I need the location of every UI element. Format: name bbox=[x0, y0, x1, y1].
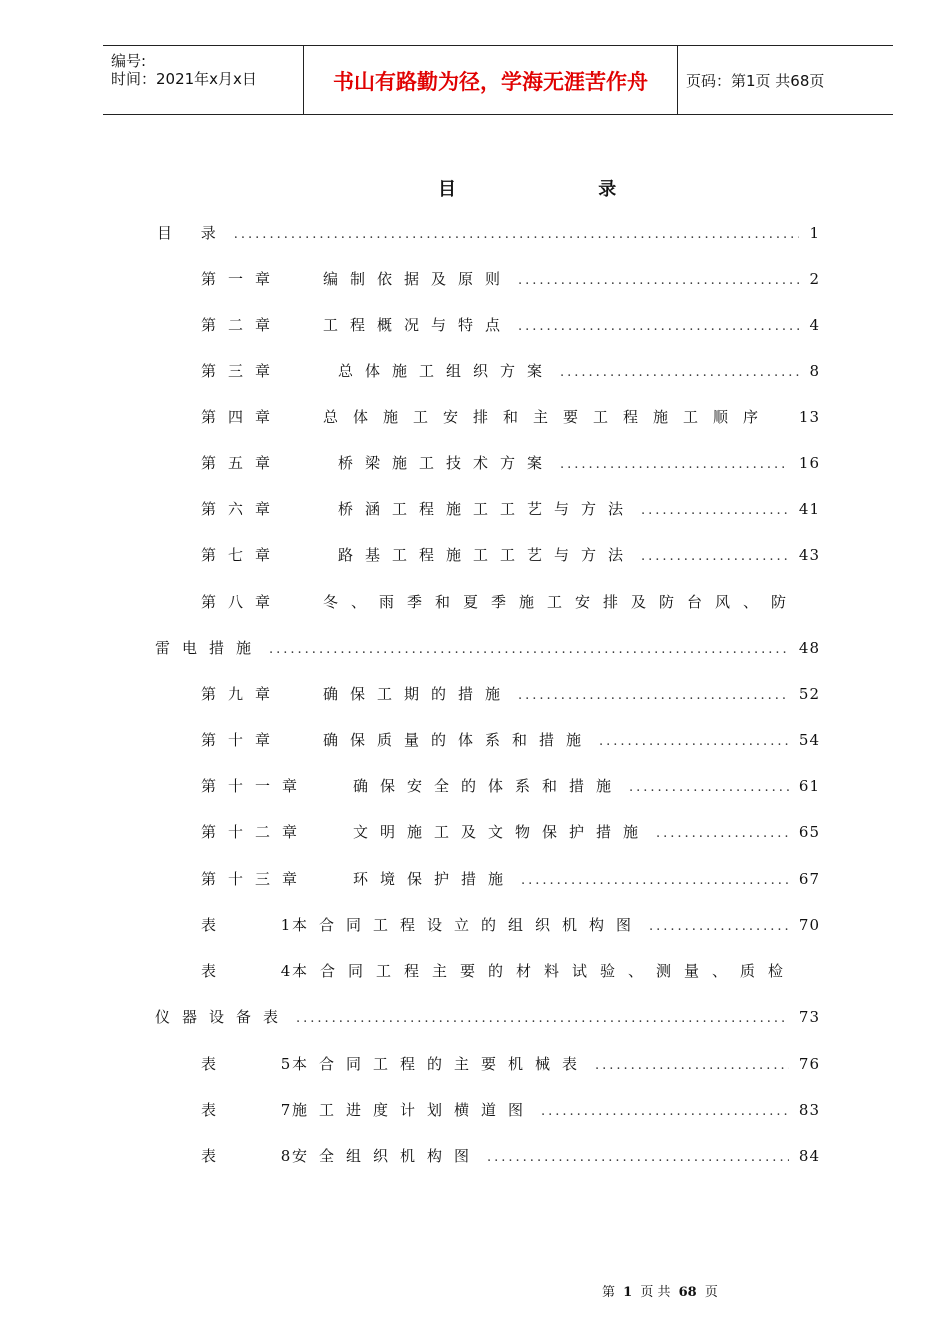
toc-leader-dots bbox=[649, 919, 789, 934]
header-motto-cell bbox=[304, 46, 678, 114]
toc-entry-page: 67 bbox=[798, 870, 820, 888]
toc-entry-title: 冬、雨季和夏季施工安排及防台风、防 bbox=[323, 593, 800, 611]
toc-leader-dots bbox=[518, 319, 799, 334]
toc-entry-chapter: 第八章 bbox=[201, 593, 283, 611]
header-page-cell bbox=[678, 46, 893, 114]
toc-entry-chapter: 表 8 bbox=[201, 1147, 321, 1165]
toc-entry[interactable] bbox=[201, 914, 820, 938]
toc-leader-dots bbox=[521, 873, 789, 888]
footer-page-total: 68 bbox=[678, 1285, 697, 1300]
toc-entry-page: 84 bbox=[798, 1147, 820, 1165]
toc-entry-title: 确保安全的体系和措施 bbox=[353, 777, 624, 795]
toc-entry-page: 4 bbox=[809, 316, 820, 334]
toc-entry-chapter: 表 7 bbox=[201, 1101, 321, 1119]
toc-entry[interactable] bbox=[201, 360, 820, 384]
toc-entry[interactable] bbox=[201, 1145, 820, 1169]
toc-leader-dots bbox=[656, 826, 789, 841]
toc-entry-title: 工程概况与特点 bbox=[323, 316, 513, 334]
toc-entry[interactable] bbox=[201, 406, 820, 430]
toc-entry-continuation[interactable] bbox=[155, 1006, 820, 1030]
toc-entry-title: 总体施工安排和主要工程施工顺序 bbox=[323, 408, 774, 426]
toc-entry-page: 76 bbox=[798, 1055, 820, 1073]
toc-entry-title: 本合同工程主要的材料试验、测量、质检 bbox=[292, 962, 797, 980]
toc-entry-chapter: 第二章 bbox=[201, 316, 283, 334]
toc-entry-page: 8 bbox=[809, 362, 820, 380]
toc-entry-title: 安全组织机构图 bbox=[292, 1147, 482, 1165]
header-motto: 书山有路勤为径，学海无涯苦作舟 bbox=[333, 70, 648, 94]
toc-entry-chapter: 第四章 bbox=[201, 408, 283, 426]
toc-entry-page: 43 bbox=[798, 546, 820, 564]
toc-leader-dots bbox=[560, 365, 799, 380]
page-header bbox=[103, 45, 893, 115]
footer-page-prefix: 第 bbox=[602, 1285, 616, 1300]
toc-entry-page: 48 bbox=[798, 639, 820, 657]
toc-entry-chapter: 第十二章 bbox=[201, 823, 310, 841]
toc-entry[interactable] bbox=[201, 544, 820, 568]
toc-entry-title: 路基工程施工工艺与方法 bbox=[338, 546, 636, 564]
toc-entry-page: 2 bbox=[809, 270, 820, 288]
document-number-label: 编号: bbox=[111, 52, 147, 70]
toc-leader-dots bbox=[487, 1150, 789, 1165]
header-page-label: 页码：第1页 共68页 bbox=[686, 72, 825, 90]
header-meta-cell bbox=[103, 46, 304, 114]
toc-entry-chapter: 第十三章 bbox=[201, 870, 310, 888]
toc-entry-chapter: 第五章 bbox=[201, 454, 283, 472]
toc-leader-dots bbox=[641, 549, 789, 564]
toc-entry-title: 桥梁施工技术方案 bbox=[338, 454, 555, 472]
toc-entry-title: 施工进度计划横道图 bbox=[292, 1101, 536, 1119]
toc-entry-title-continuation: 雷电措施 bbox=[155, 639, 264, 657]
toc-entry-chapter: 第九章 bbox=[201, 685, 283, 703]
page-footer bbox=[602, 1281, 718, 1300]
toc-leader-dots bbox=[269, 642, 789, 657]
toc-entry[interactable] bbox=[201, 729, 820, 753]
toc-entry[interactable] bbox=[201, 314, 820, 338]
toc-entry-title: 总体施工组织方案 bbox=[338, 362, 555, 380]
toc-entry-chapter: 第六章 bbox=[201, 500, 283, 518]
footer-page-number: 1 bbox=[623, 1285, 633, 1300]
document-time-label: 时间：2021年x月x日 bbox=[111, 70, 257, 88]
toc-entry-chapter: 表 1 bbox=[201, 916, 321, 934]
toc-entry-page: 65 bbox=[798, 823, 820, 841]
toc-entry[interactable] bbox=[201, 868, 820, 892]
toc-leader-dots bbox=[518, 688, 789, 703]
toc-leader-dots bbox=[234, 227, 800, 242]
toc-entry[interactable] bbox=[201, 821, 820, 845]
toc-leader-dots bbox=[629, 780, 789, 795]
footer-page-middle: 页 共 bbox=[640, 1285, 671, 1300]
toc-entry-page: 1 bbox=[809, 224, 820, 242]
toc-entry-title: 本合同工程的主要机械表 bbox=[292, 1055, 590, 1073]
toc-leader-dots bbox=[599, 734, 789, 749]
toc-leader-dots bbox=[595, 1058, 789, 1073]
toc-entry[interactable] bbox=[201, 960, 841, 984]
toc-entry[interactable] bbox=[201, 683, 820, 707]
toc-entry-page: 70 bbox=[798, 916, 820, 934]
toc-entry-title: 桥涵工程施工工艺与方法 bbox=[338, 500, 636, 518]
toc-entry-page: 52 bbox=[798, 685, 820, 703]
toc-leader-dots bbox=[296, 1011, 789, 1026]
toc-entry[interactable] bbox=[201, 591, 841, 615]
toc-entry-title: 编制依据及原则 bbox=[323, 270, 513, 288]
toc-entry-page: 73 bbox=[798, 1008, 820, 1026]
toc-leader-dots bbox=[518, 273, 799, 288]
toc-entry[interactable] bbox=[201, 775, 820, 799]
toc-entry-page: 16 bbox=[798, 454, 820, 472]
toc-entry-page: 13 bbox=[798, 408, 820, 426]
toc-entry-chapter: 第十一章 bbox=[201, 777, 310, 795]
toc-entry-title: 本合同工程设立的组织机构图 bbox=[292, 916, 644, 934]
toc-leader-dots bbox=[541, 1104, 789, 1119]
toc-entry-page: 41 bbox=[798, 500, 820, 518]
toc-entry-title: 确保工期的措施 bbox=[323, 685, 513, 703]
toc-entry-title-continuation: 仪器设备表 bbox=[155, 1008, 291, 1026]
toc-entry-page: 61 bbox=[798, 777, 820, 795]
footer-page-suffix: 页 bbox=[704, 1285, 718, 1300]
toc-leader-dots bbox=[641, 503, 789, 518]
toc-entry[interactable] bbox=[201, 1099, 820, 1123]
toc-entry-chapter: 第一章 bbox=[201, 270, 283, 288]
toc-entry[interactable] bbox=[157, 222, 820, 246]
toc-entry-page: 54 bbox=[798, 731, 820, 749]
toc-entry-title: 文明施工及文物保护措施 bbox=[353, 823, 651, 841]
toc-entry-chapter: 表 5 bbox=[201, 1055, 321, 1073]
toc-entry[interactable] bbox=[201, 1053, 820, 1077]
toc-entry-title: 环境保护措施 bbox=[353, 870, 516, 888]
toc-entry-chapter: 第十章 bbox=[201, 731, 283, 749]
toc-entry-title: 确保质量的体系和措施 bbox=[323, 731, 594, 749]
toc-entry-label: 目 录 bbox=[157, 224, 228, 242]
toc-entry-chapter: 第三章 bbox=[201, 362, 283, 380]
toc-entry[interactable] bbox=[201, 268, 820, 292]
toc-entry-page: 83 bbox=[798, 1101, 820, 1119]
toc-leader-dots bbox=[560, 457, 789, 472]
toc-entry[interactable] bbox=[201, 498, 820, 522]
toc-title: 目 录 bbox=[438, 179, 685, 200]
toc-entry-chapter: 第七章 bbox=[201, 546, 283, 564]
toc-entry[interactable] bbox=[201, 452, 820, 476]
toc-entry-continuation[interactable] bbox=[155, 637, 820, 661]
toc-entry-chapter: 表 4 bbox=[201, 962, 321, 980]
